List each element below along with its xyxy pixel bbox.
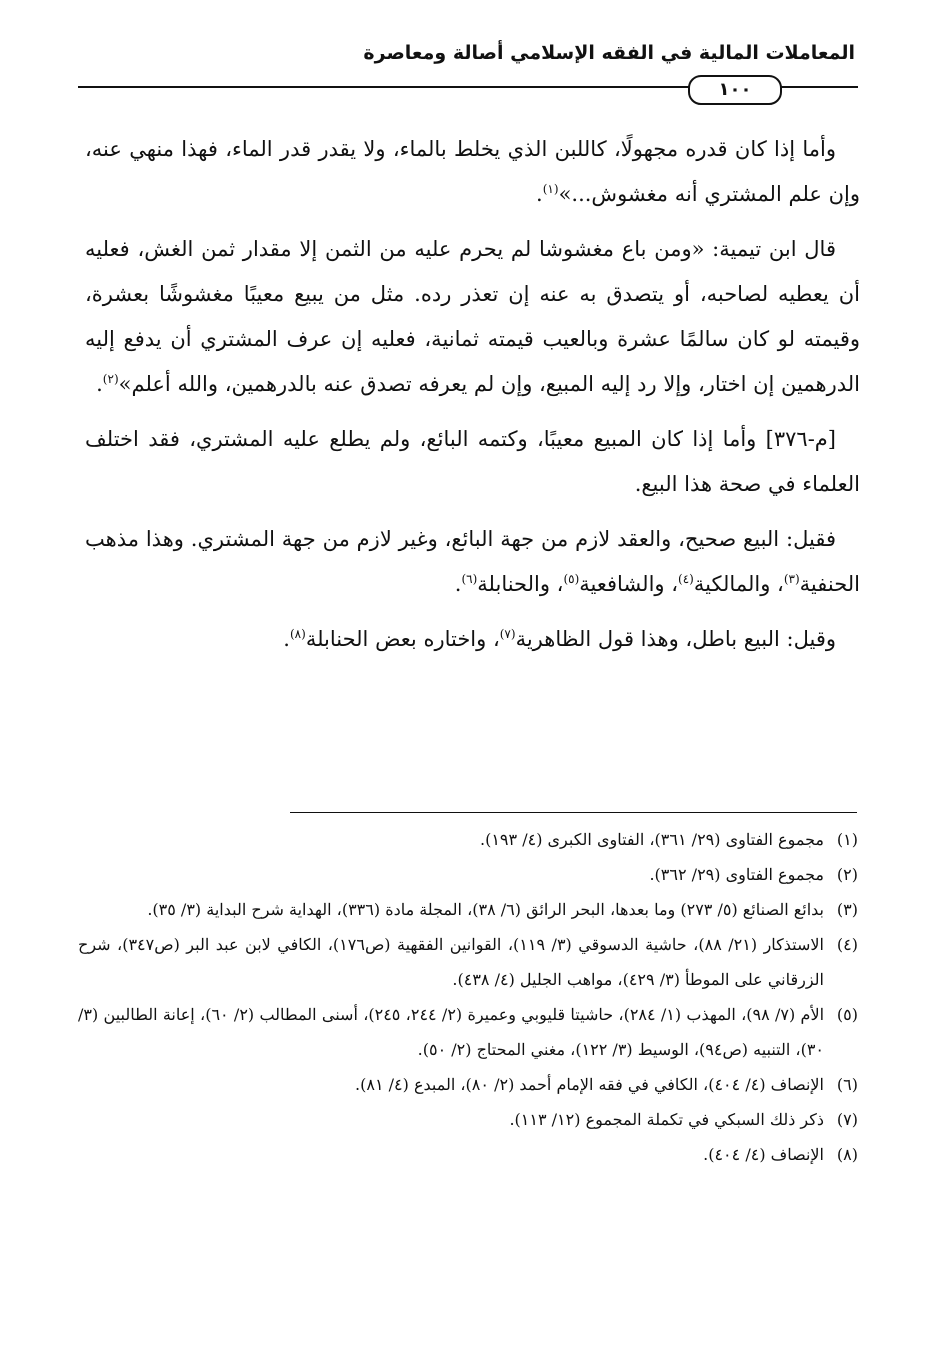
footnote-ref: (٧) bbox=[499, 627, 516, 641]
footnote-number: (١) bbox=[836, 830, 858, 849]
footnote-text: الإنصاف (٤/ ٤٠٤)، الكافي في فقه الإمام أحمد (٢/ ٨٠)، المبدع (٤/ ٨١). bbox=[355, 1075, 824, 1094]
paragraph-end: . bbox=[536, 182, 543, 206]
body-text bbox=[85, 127, 860, 672]
paragraph bbox=[85, 227, 860, 407]
footnote-text: الإنصاف (٤/ ٤٠٤). bbox=[703, 1145, 824, 1164]
footnote-ref: (١) bbox=[542, 182, 559, 196]
paragraph-text: وأما إذا كان قدره مجهولًا، كاللبن الذي يخلط بالماء، ولا يقدر قدر الماء، فهذا منهي عنه، وإن علم المشتري أنه مغشوش...» bbox=[85, 137, 860, 206]
footnote-text: الاستذكار (٢١/ ٨٨)، حاشية الدسوقي (٣/ ١١٩)، القوانين الفقهية (ص١٧٦)، الكافي لابن عبد البر (ص٣٤٧)، شرح الزرقاني على الموطأ (٣/ ٤٢٩)، مواهب الجليل (٤/ ٤٣٨). bbox=[78, 935, 824, 989]
paragraph bbox=[85, 127, 860, 217]
paragraph bbox=[85, 617, 860, 662]
paragraph-end: . bbox=[96, 372, 103, 396]
paragraph-text: وقيل: البيع باطل، وهذا قول الظاهرية bbox=[515, 627, 836, 651]
footnote bbox=[78, 1137, 858, 1172]
footnote-number: (٧) bbox=[836, 1110, 858, 1129]
footnote-number: (٨) bbox=[836, 1145, 858, 1164]
footnote-number: (٥) bbox=[836, 1005, 859, 1024]
paragraph-text: ، والحنابلة bbox=[477, 572, 564, 596]
footnote bbox=[78, 927, 858, 997]
footnote-ref: (٤) bbox=[678, 572, 694, 586]
footnote-text: مجموع الفتاوى (٢٩/ ٣٦١)، الفتاوى الكبرى (٤/ ١٩٣). bbox=[480, 830, 824, 849]
footnote-text: الأم (٧/ ٩٨)، المهذب (١/ ٢٨٤)، حاشيتا قليوبي وعميرة (٢/ ٢٤٤، ٢٤٥)، أسنى المطالب (٢/ ٦٠)، إعانة الطالبين (٣/ ٣٠)، التنبيه (ص٩٤)، الوسيط (٣/ ١٢٢)، مغني المحتاج (٢/ ٥٠). bbox=[78, 1005, 825, 1059]
footnote-ref: (٥) bbox=[563, 572, 580, 586]
footnote-ref: (٣) bbox=[783, 572, 800, 586]
paragraph-end: . bbox=[454, 572, 462, 596]
footnote-text: بدائع الصنائع (٥/ ٢٧٣) وما بعدها، البحر الرائق (٦/ ٣٨)، المجلة مادة (٣٣٦)، الهداية شرح البداية (٣/ ٣٥). bbox=[147, 900, 824, 919]
paragraph-text: ، والشافعية bbox=[579, 572, 679, 596]
footnote-text: ذكر ذلك السبكي في تكملة المجموع (١٢/ ١١٣). bbox=[509, 1110, 824, 1129]
footnote-ref: (٦) bbox=[461, 572, 478, 586]
footnote-number: (٤) bbox=[836, 935, 858, 954]
paragraph-end: . bbox=[283, 627, 290, 651]
running-title: المعاملات المالية في الفقه الإسلامي أصالة ومعاصرة bbox=[363, 42, 855, 64]
footnote-number: (٦) bbox=[836, 1075, 858, 1094]
paragraph-text: فقيل: البيع صحيح، والعقد لازم من جهة البائع، وغير لازم من جهة المشتري. وهذا مذهب الحنفية bbox=[85, 527, 860, 596]
page-number: ١٠٠ bbox=[688, 75, 782, 105]
paragraph-text: قال ابن تيمية: «ومن باع مغشوشا لم يحرم عليه من الثمن إلا مقدار ثمن الغش، فعليه أن يعطيه لصاحبه، أو يتصدق به عنه إن تعذر رده. مثل من يبيع معيبًا مغشوشًا بعشرة، وقيمته لو كان سالمًا عشرة وبالعيب قيمته ثمانية، فعليه إن عرف المشتري أن يدفع إليه الدرهمين إن اختار، وإلا رد إليه المبيع، وإن لم يعرفه تصدق عنه بالدرهمين، والله أعلم» bbox=[85, 237, 860, 396]
footnote bbox=[78, 892, 858, 927]
paragraph-text: [م-٣٧٦] وأما إذا كان المبيع معيبًا، وكتمه البائع، ولم يطلع عليه المشتري، فقد اختلف العلماء في صحة هذا البيع. bbox=[85, 427, 860, 496]
footnotes bbox=[78, 822, 858, 1172]
footnote-ref: (٨) bbox=[289, 627, 306, 641]
paragraph-text: ، واختاره بعض الحنابلة bbox=[305, 627, 500, 651]
footnote-ref: (٢) bbox=[102, 372, 119, 386]
paragraph bbox=[85, 417, 860, 507]
footnote-rule bbox=[290, 812, 857, 813]
paragraph bbox=[85, 517, 860, 607]
paragraph-text: ، والمالكية bbox=[693, 572, 784, 596]
footnote bbox=[78, 1067, 858, 1102]
footnote-number: (٢) bbox=[836, 865, 858, 884]
footnote bbox=[78, 1102, 858, 1137]
footnote bbox=[78, 997, 858, 1067]
footnote-number: (٣) bbox=[836, 900, 858, 919]
footnote bbox=[78, 822, 858, 857]
footnote-text: مجموع الفتاوى (٢٩/ ٣٦٢). bbox=[649, 865, 824, 884]
footnote bbox=[78, 857, 858, 892]
